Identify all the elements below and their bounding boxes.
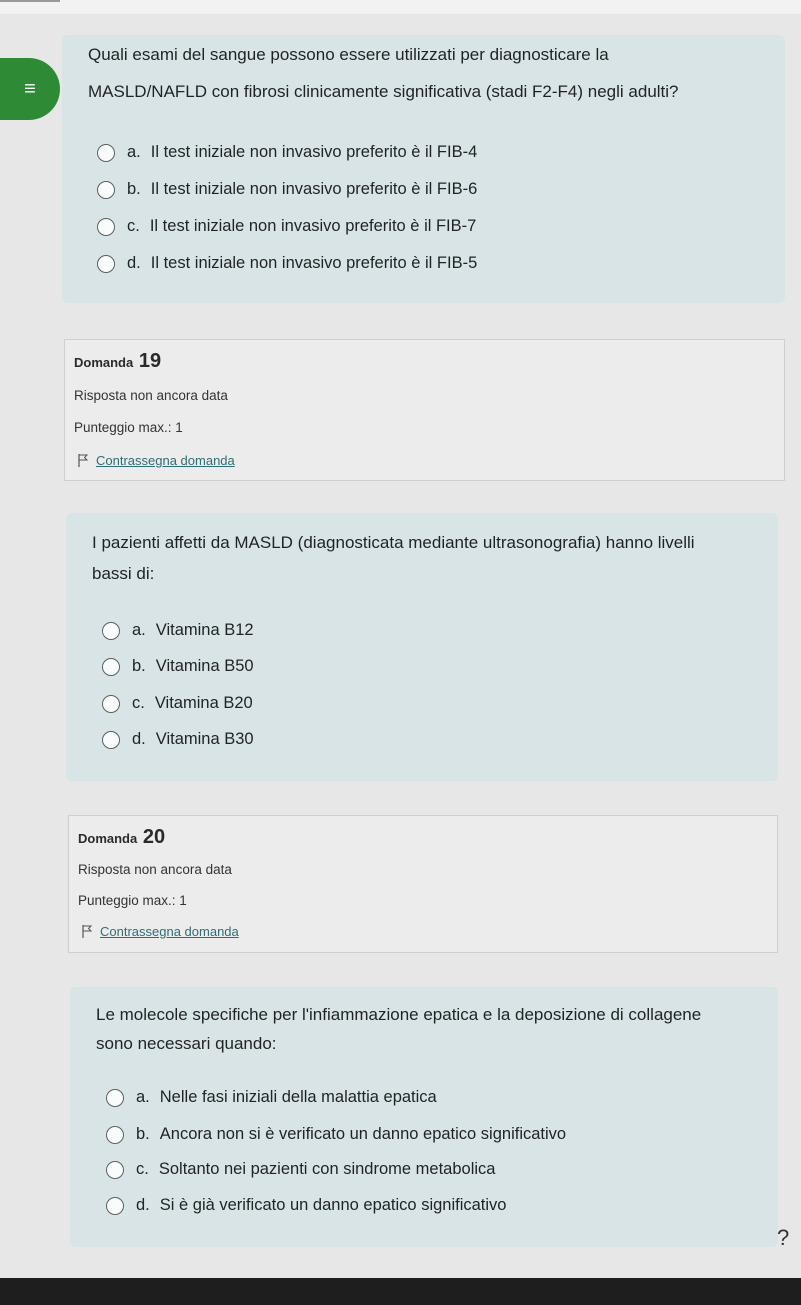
q19-answer-d[interactable]: d. Vitamina B30 [102,730,254,749]
answer-label: Nelle fasi iniziali della malattia epatica [159,1088,437,1106]
question-19-text-line1: I pazienti affetti da MASLD (diagnosticata mediante ultrasonografia) hanno livelli [92,533,695,552]
question-19-text [92,528,772,588]
radio-button[interactable] [106,1089,124,1107]
question-18-text-line2: MASLD/NAFLD con fibrosi clinicamente significativa (stadi F2-F4) negli adulti? [88,82,679,101]
question-20-score: Punteggio max.: 1 [78,893,187,908]
radio-button[interactable] [102,622,120,640]
q19-answer-b[interactable]: b. Vitamina B50 [102,657,254,676]
q20-answer-d[interactable]: d. Si è già verificato un danno epatico significativo [106,1196,506,1215]
question-18-text-line1: Quali esami del sangue possono essere utilizzati per diagnosticare la [88,45,609,64]
answer-label: Vitamina B12 [155,621,254,639]
question-20-text [96,1000,776,1058]
answer-label: Si è già verificato un danno epatico significativo [159,1196,507,1214]
q20-answer-a[interactable]: a. Nelle fasi iniziali della malattia epatica [106,1088,437,1107]
q18-answer-c[interactable]: c. Il test iniziale non invasivo preferito è il FIB-7 [97,217,476,236]
radio-button[interactable] [106,1197,124,1215]
quiz-navigation-toggle[interactable] [0,58,60,120]
answer-label: Il test iniziale non invasivo preferito è il FIB-5 [150,254,478,272]
q19-answer-c[interactable]: c. Vitamina B20 [102,694,253,713]
flag-question-19[interactable]: Contrassegna domanda [78,453,235,468]
question-19-status: Risposta non ancora data [74,388,228,403]
radio-button[interactable] [106,1126,124,1144]
question-20-text-line2: sono necessari quando: [96,1034,277,1053]
top-divider [0,0,60,2]
radio-button[interactable] [102,658,120,676]
question-19-text-line2: bassi di: [92,564,155,583]
top-bar [0,0,801,14]
radio-button[interactable] [102,731,120,749]
q20-answer-c[interactable]: c. Soltanto nei pazienti con sindrome metabolica [106,1160,495,1179]
answer-label: Vitamina B50 [155,657,254,675]
answer-label: Soltanto nei pazienti con sindrome metabolica [158,1160,496,1178]
question-number: 20 [142,826,166,848]
q18-answer-a[interactable]: a. Il test iniziale non invasivo preferito è il FIB-4 [97,143,477,162]
answer-label: Il test iniziale non invasivo preferito è il FIB-7 [149,217,477,235]
radio-button[interactable] [97,218,115,236]
radio-button[interactable] [97,144,115,162]
answer-label: Vitamina B30 [155,730,254,748]
question-20-text-line1: Le molecole specifiche per l'infiammazione epatica e la deposizione di collagene [96,1005,702,1024]
radio-button[interactable] [97,255,115,273]
flag-question-20[interactable]: Contrassegna domanda [82,924,239,939]
question-20-status: Risposta non ancora data [78,862,232,877]
q19-answer-a[interactable]: a. Vitamina B12 [102,621,254,640]
q18-answer-d[interactable]: d. Il test iniziale non invasivo preferito è il FIB-5 [97,254,477,273]
answer-label: Il test iniziale non invasivo preferito è il FIB-4 [150,143,478,161]
bottom-bar [0,1278,801,1305]
q18-answer-b[interactable]: b. Il test iniziale non invasivo preferito è il FIB-6 [97,180,477,199]
help-button[interactable]: ? [777,1225,790,1250]
q20-answer-b[interactable]: b. Ancora non si è verificato un danno epatico significativo [106,1125,566,1144]
question-18-text [88,40,778,106]
list-icon: ≡ [24,78,36,100]
radio-button[interactable] [102,695,120,713]
question-19-title: Domanda 19 [74,350,162,372]
flag-icon [78,454,88,467]
flag-icon [82,925,92,938]
answer-label: Ancora non si è verificato un danno epatico significativo [159,1125,567,1143]
question-number: 19 [138,350,162,372]
answer-label: Vitamina B20 [154,694,253,712]
radio-button[interactable] [106,1161,124,1179]
question-20-title: Domanda 20 [78,826,166,848]
answer-label: Il test iniziale non invasivo preferito è il FIB-6 [150,180,478,198]
question-19-score: Punteggio max.: 1 [74,420,183,435]
radio-button[interactable] [97,181,115,199]
